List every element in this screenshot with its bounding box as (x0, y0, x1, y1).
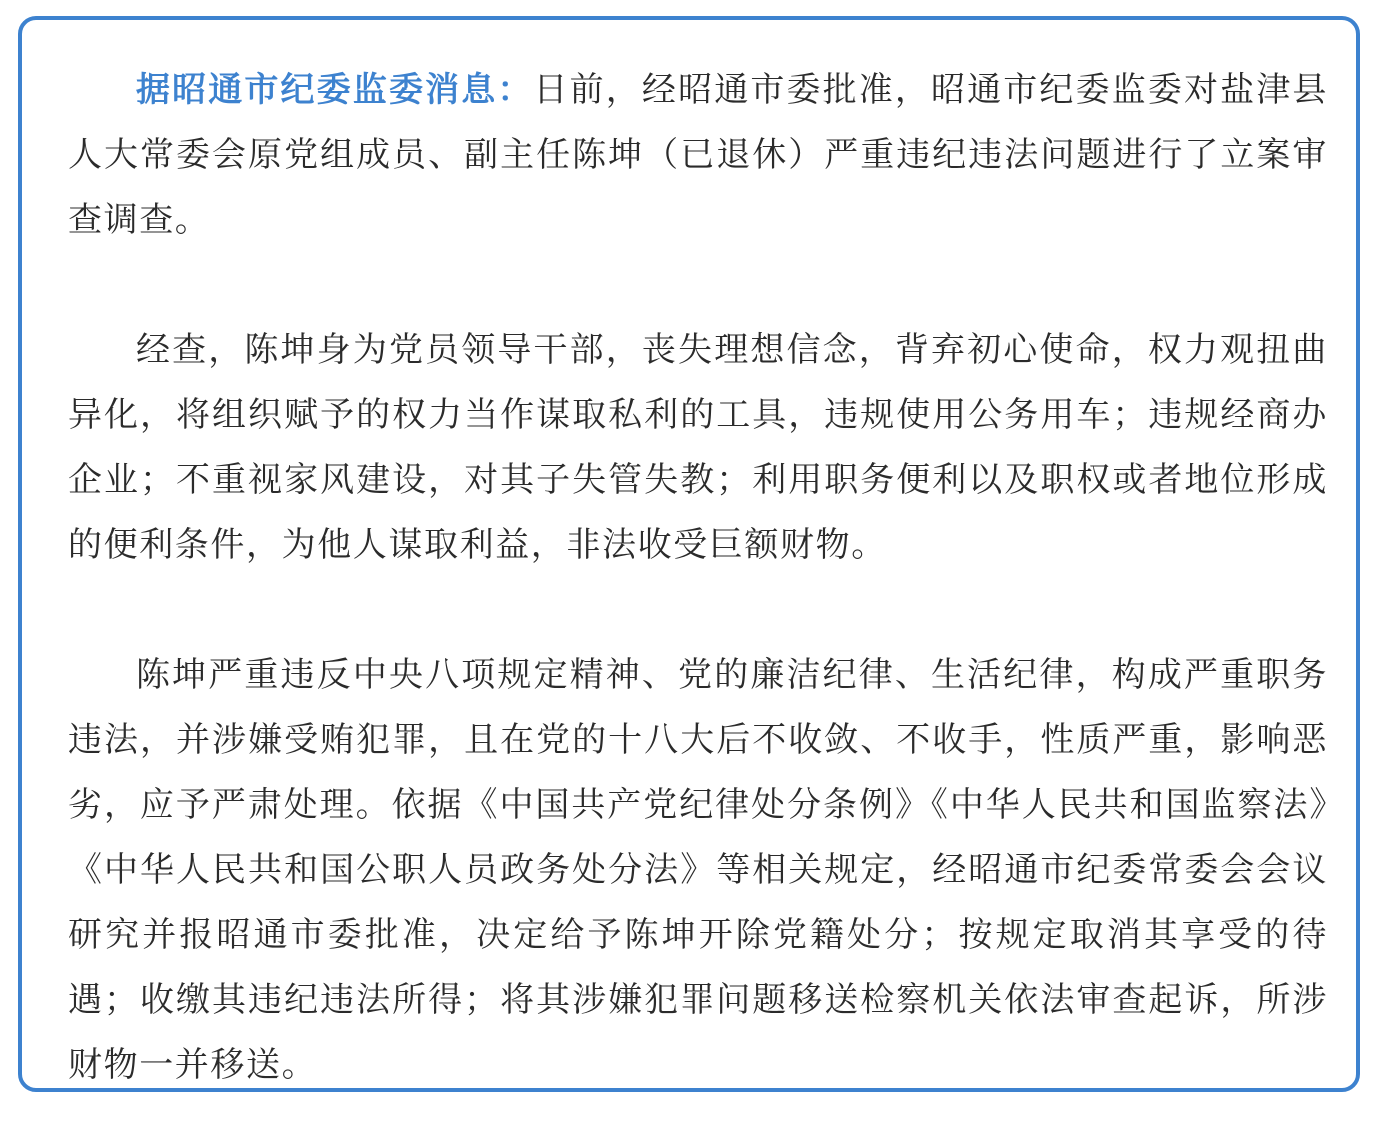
paragraph-3: 陈坤严重违反中央八项规定精神、党的廉洁纪律、生活纪律，构成严重职务违法，并涉嫌受贿犯罪，且在党的十八大后不收敛、不收手，性质严重，影响恶劣，应予严肃处理。依据《中国共产党纪律处分条例》《中华人民共和国监察法》《中华人民共和国公职人员政务处分法》等相关规定，经昭通市纪委常委会会议研究并报昭通市委批准，决定给予陈坤开除党籍处分；按规定取消其享受的待遇；收缴其违纪违法所得；将其涉嫌犯罪问题移送检察机关依法审查起诉，所涉财物一并移送。 (68, 655, 1328, 1085)
paragraph-1 (68, 58, 1328, 253)
article-body (68, 58, 1328, 1098)
lead-label: 据昭通市纪委监委消息： (136, 70, 534, 110)
paragraph-gap (68, 253, 1328, 318)
article-frame (18, 16, 1360, 1092)
paragraph-1-text: 日前，经昭通市委批准，昭通市纪委监委对盐津县人大常委会原党组成员、副主任陈坤（已退休）严重违纪违法问题进行了立案审查调查。 (68, 70, 1328, 240)
paragraph-2: 经查，陈坤身为党员领导干部，丧失理想信念，背弃初心使命，权力观扭曲异化，将组织赋予的权力当作谋取私利的工具，违规使用公务用车；违规经商办企业；不重视家风建设，对其子失管失教；利用职务便利以及职权或者地位形成的便利条件，为他人谋取利益，非法收受巨额财物。 (68, 330, 1328, 565)
paragraph-gap (68, 578, 1328, 643)
